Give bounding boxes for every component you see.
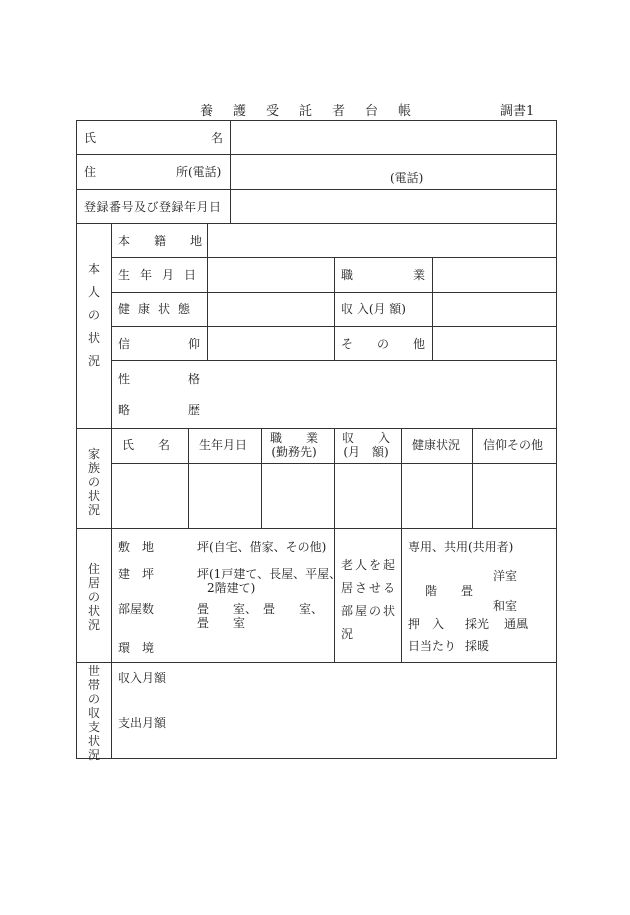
history-label: 略 歴 — [118, 403, 201, 417]
table-border — [76, 428, 557, 429]
table-border — [401, 428, 402, 528]
name-label-right: 名 — [211, 131, 224, 145]
name-label-left: 氏 — [84, 131, 97, 145]
birthdate-label: 生 年 月 日 — [118, 268, 197, 282]
environment-label: 環 境 — [118, 641, 155, 655]
floor-area-label: 建 坪 — [118, 567, 155, 581]
table-border — [76, 223, 557, 224]
table-border — [334, 428, 335, 528]
character-label: 性 格 — [118, 372, 201, 386]
family-side-label: 家 族 の 状 況 — [87, 447, 100, 517]
site-label: 敷 地 — [118, 540, 155, 554]
family-header-health: 健康状況 — [412, 438, 461, 452]
table-border — [111, 360, 557, 361]
job-label: 職 業 — [341, 268, 426, 282]
table-border — [188, 428, 189, 528]
table-border — [334, 528, 335, 662]
registration-label: 登録番号及び登録年月日 — [84, 200, 222, 214]
family-header-income: 収 入 (月 額) — [342, 431, 391, 459]
family-header-faith: 信仰その他 — [483, 438, 544, 452]
lighting-label: 採光 — [465, 617, 490, 631]
floor-tatami-label: 階 畳 — [425, 584, 474, 598]
floor-area-detail: 坪(1戸建て、長屋、平屋、 2階建て) — [197, 567, 342, 595]
family-header-birth: 生年月日 — [199, 438, 248, 452]
address-label-right: 所(電話) — [176, 165, 222, 179]
table-border — [472, 428, 473, 528]
person-side-label: 本 人 の 状 況 — [87, 262, 100, 368]
table-border — [432, 257, 433, 360]
rooms-label: 部屋数 — [118, 602, 155, 616]
phone-label: (電話) — [390, 171, 424, 185]
table-border — [76, 758, 557, 759]
room-use-label: 専用、共用(共用者) — [408, 540, 514, 554]
table-border — [76, 528, 557, 529]
family-header-job: 職 業 (勤務先) — [270, 431, 319, 459]
table-border — [76, 189, 557, 190]
ventilation-label: 通風 — [504, 617, 529, 631]
honseki-label: 本 籍 地 — [118, 234, 203, 248]
table-border — [111, 223, 112, 758]
western-room-label: 洋室 — [493, 569, 518, 583]
table-border — [207, 223, 208, 360]
japanese-room-label: 和室 — [493, 599, 518, 613]
page-title: 養護受託者台帳 — [200, 104, 432, 119]
other-label: そ の 他 — [341, 337, 426, 351]
table-border — [261, 428, 262, 528]
family-header-name: 氏 名 — [122, 438, 171, 452]
heating-label: 採暖 — [465, 639, 490, 653]
sunlight-label: 日当たり — [408, 639, 457, 653]
faith-label: 信 仰 — [118, 337, 201, 351]
table-border — [76, 120, 77, 759]
closet-label: 押 入 — [408, 617, 445, 631]
elderly-room-label: 老人を起 居させる 部屋の状 況 — [341, 558, 398, 641]
income-label: 収 入(月 額) — [341, 302, 406, 316]
health-label: 健 康 状 態 — [118, 302, 191, 316]
monthly-expense-label: 支出月額 — [118, 716, 167, 730]
monthly-income-label: 収入月額 — [118, 671, 167, 685]
address-label-left: 住 — [84, 165, 97, 179]
table-border — [76, 662, 557, 663]
form-code: 調書1 — [500, 104, 535, 119]
table-border — [76, 154, 557, 155]
site-detail: 坪(自宅、借家、その他) — [197, 540, 327, 554]
budget-side-label: 世 帯 の 収 支 状 況 — [87, 664, 100, 762]
house-side-label: 住 居 の 状 況 — [87, 562, 100, 632]
rooms-detail: 畳 室、 畳 室、 畳 室 — [197, 602, 324, 630]
table-border — [334, 257, 335, 360]
table-border — [401, 528, 402, 662]
table-border — [230, 120, 231, 223]
table-border — [556, 120, 557, 759]
table-border — [76, 120, 557, 121]
